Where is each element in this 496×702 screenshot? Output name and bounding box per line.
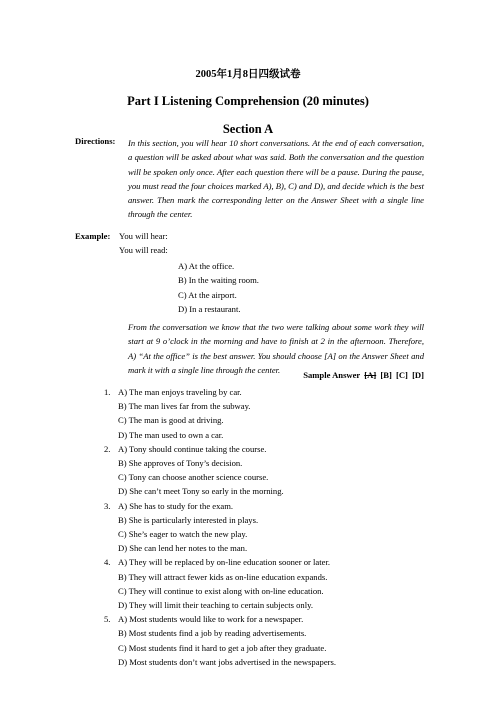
sample-answer-label: Sample Answer xyxy=(303,370,361,380)
example-read-label: You will read: xyxy=(119,245,168,255)
directions-label: Directions: xyxy=(75,136,116,146)
question-item xyxy=(104,442,336,499)
part-title: Part I Listening Comprehension (20 minutes) xyxy=(127,94,369,108)
question-number: 5. xyxy=(104,614,111,625)
answer-option: B) She is particularly interested in plays. xyxy=(118,514,259,525)
example-choice: D) In a restaurant. xyxy=(178,303,241,314)
example-label: Example: xyxy=(75,231,111,241)
example-choices xyxy=(178,259,259,316)
answer-option: C) The man is good at driving. xyxy=(118,415,224,426)
question-number: 4. xyxy=(104,557,111,568)
question-list xyxy=(104,385,336,669)
question-number: 1. xyxy=(104,387,111,397)
answer-option: B) She approves of Tony’s decision. xyxy=(118,458,243,469)
answer-option: A) Most students would like to work for a newspaper. xyxy=(118,614,304,625)
example-choice: C) At the airport. xyxy=(178,289,237,300)
question-item xyxy=(104,612,336,669)
answer-option: B) The man lives far from the subway. xyxy=(118,401,251,412)
answer-option: D) She can lend her notes to the man. xyxy=(118,543,248,554)
directions-text: In this section, you will hear 10 short conversations. At the end of each conversation, a question will be asked about what was said. Both the conversation and the question will be spoken only once. After each question there will be a pause. During the pause, you must read the four choices marked A), B), C) and D), and decide which is the best answer. Then mark the corresponding letter on the Answer Sheet with a single line through the center. xyxy=(128,138,424,220)
sample-option-d: [D] xyxy=(412,370,424,380)
section-title: Section A xyxy=(222,122,274,136)
answer-option: B) Most students find a job by reading advertisements. xyxy=(118,628,307,639)
document-title: 2005年1月8日四级试卷 xyxy=(195,69,301,80)
answer-option: D) They will limit their teaching to certain subjects only. xyxy=(118,600,313,611)
question-number: 3. xyxy=(104,500,111,511)
answer-option: B) They will attract fewer kids as on-line education expands. xyxy=(118,571,328,582)
example-hear-label: You will hear: xyxy=(119,231,168,241)
answer-option: A) She has to study for the exam. xyxy=(118,500,234,511)
answer-option: A) The man enjoys traveling by car. xyxy=(118,387,242,397)
answer-option: C) Tony can choose another science course. xyxy=(118,472,269,483)
sample-option-c: [C] xyxy=(395,370,408,380)
answer-option: A) They will be replaced by on-line education sooner or later. xyxy=(118,557,330,568)
answer-option: D) Most students don’t want jobs advertised in the newspapers. xyxy=(118,656,336,667)
sample-answer xyxy=(303,370,424,380)
answer-option: D) The man used to own a car. xyxy=(118,429,224,440)
question-number: 2. xyxy=(104,443,111,454)
answer-option: C) She’s eager to watch the new play. xyxy=(118,529,248,540)
question-item xyxy=(104,555,336,612)
answer-option: C) They will continue to exist along with on-line education. xyxy=(118,585,324,596)
answer-option: A) Tony should continue taking the course. xyxy=(118,443,267,454)
sample-option-b: [B] xyxy=(380,370,392,380)
sample-option-a: [A] xyxy=(364,370,377,380)
question-item xyxy=(104,385,336,442)
example-choice: B) In the waiting room. xyxy=(178,275,259,286)
example-explanation: From the conversation we know that the two were talking about some work they will start at 9 o’clock in the morning and have to finish at 2 in the afternoon. Therefore, A) “At the office” is the best answer. You should choose [A] on the Answer Sheet and mark it with a single line through the center. xyxy=(128,322,424,375)
answer-option: C) Most students find it hard to get a job after they graduate. xyxy=(118,642,327,653)
example-choice: A) At the office. xyxy=(178,261,235,271)
answer-option: D) She can’t meet Tony so early in the morning. xyxy=(118,486,284,497)
question-item xyxy=(104,499,336,556)
